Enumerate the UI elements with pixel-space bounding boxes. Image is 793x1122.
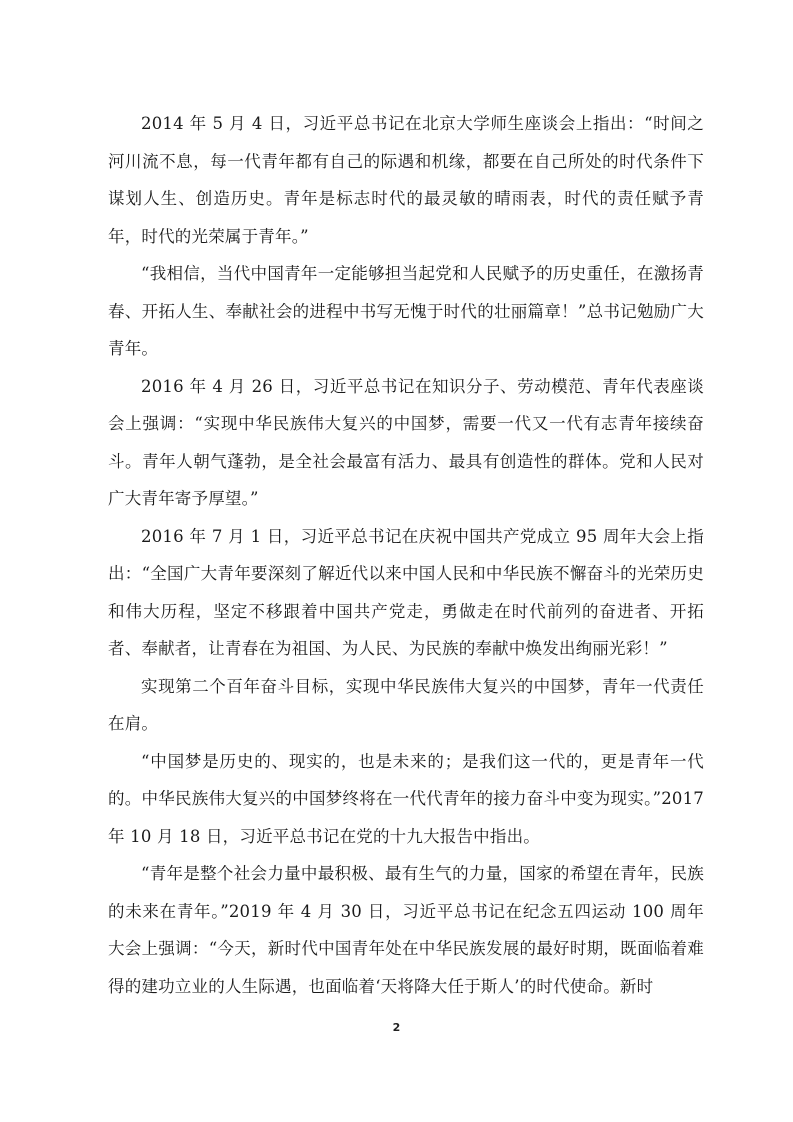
page-number: 2 [392,1021,401,1034]
paragraph-7: “青年是整个社会力量中最积极、最有生气的力量，国家的希望在青年，民族的未来在青年。”2019 年 4 月 30 日，习近平总书记在纪念五四运动 100 周年大会上强调：“今天，新时代中国青年处在中华民族发展的最好时期，既面临着难得的建功立业的人生际遇，也面临着‘天将降大任于斯人’的时代使命。新时 [108,864,704,996]
paragraph-6: “中国梦是历史的、现实的，也是未来的；是我们这一代的，更是青年一代的。中华民族伟大复兴的中国梦终将在一代代青年的接力奋斗中变为现实。”2017 年 10 月 18 日，习近平总书记在党的十九大报告中指出。 [108,751,704,846]
paragraph-1: 2014 年 5 月 4 日，习近平总书记在北京大学师生座谈会上指出：“时间之河川流不息，每一代青年都有自己的际遇和机缘，都要在自己所处的时代条件下谋划人生、创造历史。青年是标志时代的最灵敏的晴雨表，时代的责任赋予青年，时代的光荣属于青年。” [108,114,704,246]
document-body [108,105,704,1005]
paragraph-3: 2016 年 4 月 26 日，习近平总书记在知识分子、劳动模范、青年代表座谈会上强调：“实现中华民族伟大复兴的中国梦，需要一代又一代有志青年接续奋斗。青年人朝气蓬勃，是全社会最富有活力、最具有创造性的群体。党和人民对广大青年寄予厚望。” [108,376,704,508]
paragraph-5: 实现第二个百年奋斗目标，实现中华民族伟大复兴的中国梦，青年一代责任在肩。 [108,676,704,733]
paragraph-4: 2016 年 7 月 1 日，习近平总书记在庆祝中国共产党成立 95 周年大会上指出：“全国广大青年要深刻了解近代以来中国人民和中华民族不懈奋斗的光荣历史和伟大历程，坚定不移跟着中国共产党走，勇做走在时代前列的奋进者、开拓者、奉献者，让青春在为祖国、为人民、为民族的奉献中焕发出绚丽光彩！” [108,526,704,658]
paragraph-2: “我相信，当代中国青年一定能够担当起党和人民赋予的历史重任，在激扬青春、开拓人生、奉献社会的进程中书写无愧于时代的壮丽篇章！”总书记勉励广大青年。 [108,264,704,358]
